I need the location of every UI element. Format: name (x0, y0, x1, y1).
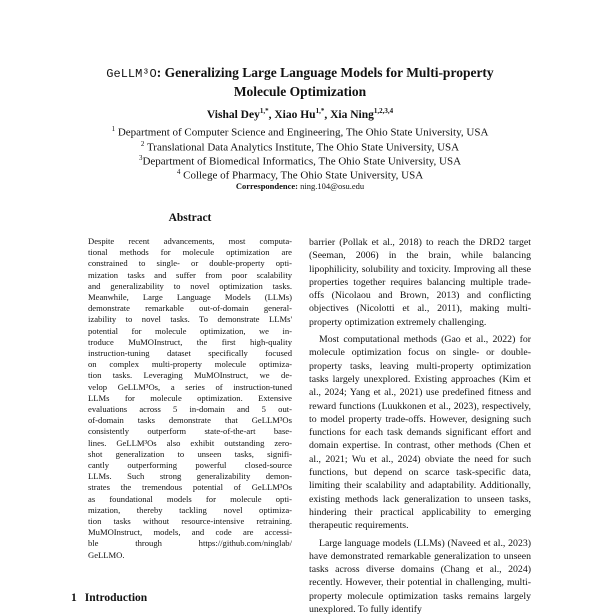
affiliation-sup: 4 (176, 168, 181, 176)
abstract-line: and generalizability to novel optimization tasks. (88, 280, 292, 291)
abstract-line: tion tasks without resource-intensive retraining. (88, 516, 292, 527)
abstract-line: mization, thereby tackling novel optimiza- (88, 504, 292, 515)
abstract-line: as foundational models for molecule opti- (88, 493, 292, 504)
abstract-line: velop GeLLM³Os, a series of instruction-tuned (88, 381, 292, 392)
abstract-line: demonstrate remarkable out-of-domain general- (88, 303, 292, 314)
abstract-line: cantly outperforming powerful closed-source (88, 460, 292, 471)
author-sup: 1,* (259, 107, 269, 115)
author-name: Vishal Dey (206, 108, 260, 121)
correspondence-label: Correspondence: (235, 181, 298, 191)
author-sup: 1,* (315, 107, 325, 115)
abstract-line: on complex multi-property molecule optimiza- (88, 359, 292, 370)
affiliation-text: College of Pharmacy, The Ohio State University, USA (183, 169, 424, 182)
correspondence (60, 181, 540, 191)
abstract-line: tion tasks. Leveraging MuMOInstruct, we de- (88, 370, 292, 381)
affiliation-sup: 3 (138, 154, 143, 162)
affiliation-text: Translational Data Analytics Institute, The Ohio State University, USA (146, 141, 460, 154)
section-number: 1 (71, 592, 77, 604)
section-title: Introduction (84, 592, 148, 604)
abstract-line: shot generalization to unseen tasks, signifi- (88, 448, 292, 459)
abstract-line: constrained to single- or double-property opti- (88, 258, 292, 269)
section-heading (71, 592, 155, 604)
abstract-line: MuMOInstruct, models, and code are accessi- (88, 527, 292, 538)
author-name: Xia Ning (330, 108, 374, 121)
abstract-line: evaluations across 5 in-domain and 5 out- (88, 404, 292, 415)
affiliation-text: Department of Computer Science and Engineering, The Ohio State University, USA (117, 126, 489, 139)
author-list: Vishal Dey$^{1,*}$, Xiao $Hu^{1,*}$, Xia Ning$^{1,2,3,4}$ (206, 107, 394, 121)
abstract-line: instruction-tuning dataset specifically focused (88, 348, 292, 359)
abstract-line: potential for molecule optimization, we in- (88, 325, 292, 336)
abstract-line: of-domain tasks demonstrate that GeLLM³Os (88, 415, 292, 426)
paragraph: Most computational methods (Gao et al., 2022) for molecule optimization focus on single- or double-property tasks, leaving multi-property optimization tasks largely unexplored. Existing approaches (Kim et al., 2024; Yang et al., 2021) use predefined fitness and reward functions (Luukkonen et al., 2023), respectively, to model property trade-offs. However, designing such functions for each task demands significant effort and domain expertise. In contrast, other methods (Chen et al., 2021; Wu et al., 2024) obviate the need for such functions, but depend on scarce task-specific data, limiting their scalability and adaptability. Additionally, existing methods lack generalization to unseen tasks, hindering their practical applicability to emerging therapeutic requirements. (309, 334, 531, 532)
affiliation-sup: 2 (140, 140, 145, 148)
abstract-line: LLMs. Such strong generalizability demon- (88, 471, 292, 482)
correspondence-email[interactable]: ning.104@osu.edu (300, 181, 365, 191)
right-column (309, 236, 531, 616)
paper-title (60, 64, 540, 100)
abstract-line: Meanwhile, Large Language Models (LLMs) (88, 292, 292, 303)
abstract-line: ble through https://github.com/ninglab/ (88, 538, 292, 549)
abstract-line: troduce MuMOInstruct, the first high-quality (88, 336, 292, 347)
abstract-line: GeLLMO. (88, 549, 125, 560)
title-line1: : Generalizing Large Language Models for Multi-property (156, 65, 494, 80)
affiliation-text: Department of Biomedical Informatics, The Ohio State University, USA (142, 155, 462, 168)
affiliation-sup: 1 (111, 125, 116, 133)
author-sup: 1,2,3,4 (373, 107, 394, 115)
model-name: GeLLM³O (106, 67, 157, 81)
abstract-line: LLMs for molecule optimization. Extensive (88, 392, 292, 403)
abstract-line: izability to novel tasks. To demonstrate LLMs' (88, 314, 292, 325)
abstract-line: lines. GeLLM³Os also exhibit outstanding zero- (88, 437, 292, 448)
abstract-line: tional methods for molecule optimization are (88, 247, 292, 258)
paragraph: Large language models (LLMs) (Naveed et al., 2023) have demonstrated remarkable generalization to unseen tasks across diverse domains (Chang et al., 2024) recently. However, their potential in challenging, multi-property molecule optimization tasks remains largely unexplored. To fully identify (309, 537, 531, 616)
abstract-line: Despite recent advancements, most computa- (88, 236, 292, 246)
title-line2: Molecule Optimization (233, 84, 367, 99)
abstract-line: consistently outperform state-of-the-art base- (88, 426, 292, 437)
author-name: Xiao Hu (274, 108, 316, 121)
abstract-body (88, 236, 292, 561)
abstract-line: mization tasks and suffer from poor scalability (88, 269, 292, 280)
paragraph: barrier (Pollak et al., 2018) to reach the DRD2 target (Seeman, 2006) in the brain, while balancing lipophilicity, solubility and toxicity. Improving all these properties together requires balancing multiple trade-offs (Nicolaou and Brown, 2013) and conflicting objectives (Nicolotti et al., 2011), making multi-property optimization extremely challenging. (309, 237, 531, 328)
abstract-line: strates the tremendous potential of GeLLM³Os (88, 482, 292, 493)
abstract-heading: Abstract (168, 212, 212, 224)
